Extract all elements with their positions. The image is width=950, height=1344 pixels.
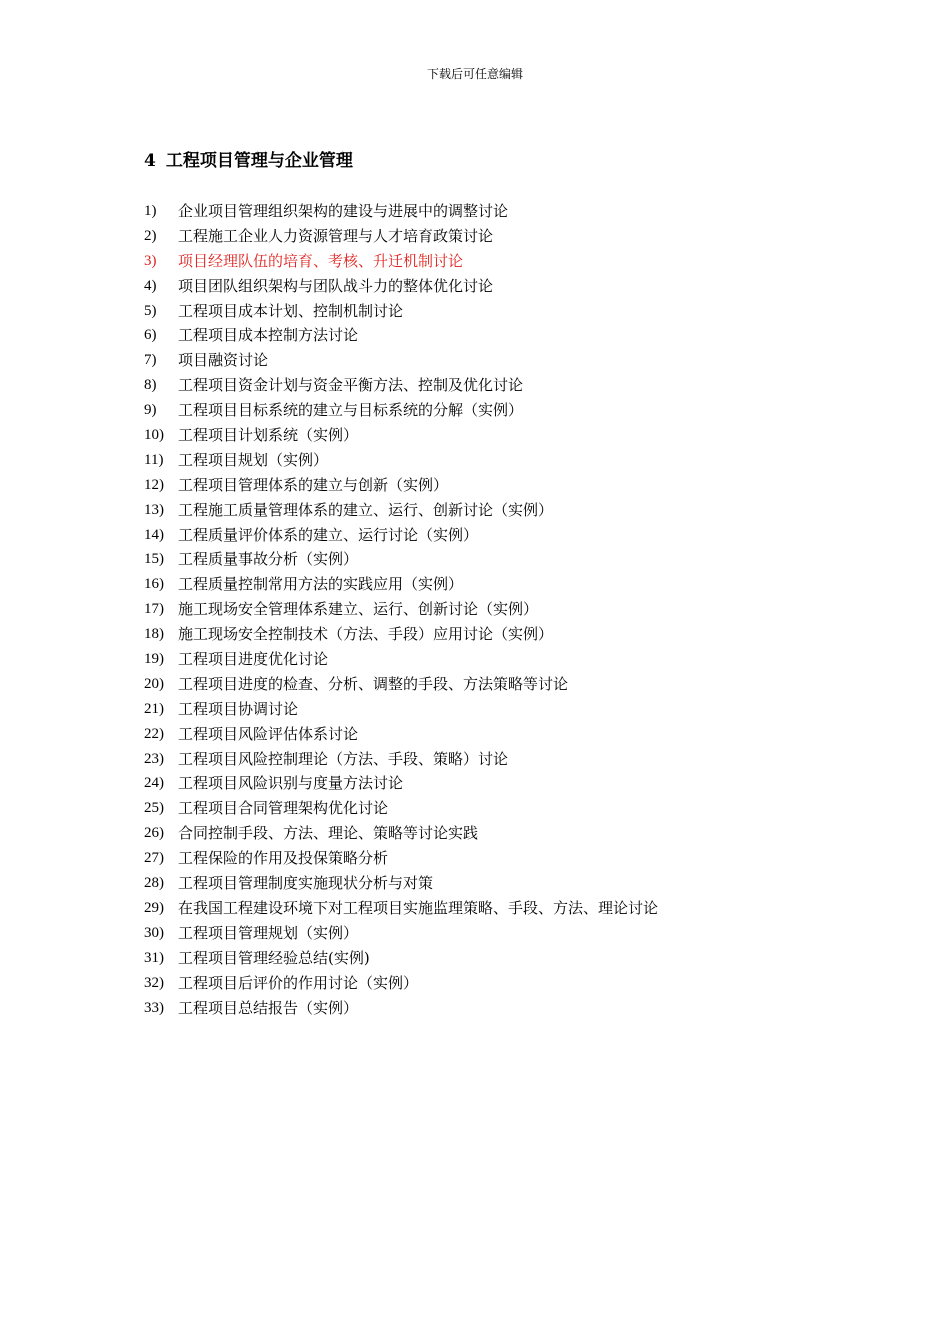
list-item-text: 工程施工企业人力资源管理与人才培育政策讨论	[178, 226, 494, 245]
list-item-text: 项目经理队伍的培育、考核、升迁机制讨论	[178, 251, 464, 270]
list-item	[144, 299, 658, 324]
list-item-text: 工程项目资金计划与资金平衡方法、控制及优化讨论	[178, 376, 524, 395]
list-item-index: 5)	[144, 302, 157, 319]
list-item	[144, 946, 658, 971]
list-item-text: 工程项目合同管理架构优化讨论	[178, 799, 389, 818]
list-item-text: 工程项目协调讨论	[178, 699, 299, 718]
list-item-text: 工程项目管理经验总结(实例)	[178, 948, 370, 967]
list-item-text: 施工现场安全控制技术（方法、手段）应用讨论（实例）	[178, 625, 554, 644]
list-item-text: 工程项目风险识别与度量方法讨论	[178, 774, 404, 793]
list-item-index: 31)	[144, 949, 164, 966]
list-item-index: 14)	[144, 526, 164, 543]
topic-list	[144, 199, 658, 1020]
list-item-index: 32)	[144, 974, 164, 991]
list-item-index: 9)	[144, 402, 157, 419]
list-item-text: 项目团队组织架构与团队战斗力的整体优化讨论	[178, 276, 494, 295]
list-item-index: 30)	[144, 924, 164, 941]
header-note: 下载后可任意编辑	[426, 67, 523, 81]
list-item-index: 1)	[144, 203, 157, 219]
list-item-index: 21)	[144, 700, 164, 717]
list-item-text: 工程项目成本计划、控制机制讨论	[178, 301, 404, 320]
list-item-text: 工程质量评价体系的建立、运行讨论（实例）	[178, 525, 479, 544]
list-item	[144, 473, 658, 498]
list-item	[144, 597, 658, 622]
list-item	[144, 622, 658, 647]
list-item-index: 7)	[144, 352, 157, 369]
list-item-index: 20)	[144, 675, 164, 692]
list-item	[144, 771, 658, 796]
list-item	[144, 523, 658, 548]
list-item	[144, 896, 658, 921]
list-item	[144, 672, 658, 697]
list-item-text: 工程项目风险评估体系讨论	[178, 724, 359, 743]
list-item-index: 15)	[144, 551, 164, 568]
list-item-index: 10)	[144, 427, 164, 444]
list-item-index: 18)	[144, 626, 164, 643]
list-item	[144, 274, 658, 299]
list-item-text: 工程项目管理规划（实例）	[178, 923, 359, 942]
list-item	[144, 647, 658, 672]
list-item	[144, 423, 658, 448]
list-item-index: 13)	[144, 501, 164, 518]
list-item-text: 工程项目风险控制理论（方法、手段、策略）讨论	[178, 749, 509, 768]
list-item-index: 3)	[144, 252, 157, 269]
list-item-index: 29)	[144, 899, 164, 916]
list-item-text: 工程项目后评价的作用讨论（实例）	[178, 973, 419, 992]
list-item	[144, 398, 658, 423]
list-item-index: 16)	[144, 576, 164, 593]
section-title-text: 工程项目管理与企业管理	[165, 151, 353, 171]
list-item-text: 工程保险的作用及投保策略分析	[178, 849, 389, 868]
list-item-text: 工程项目管理体系的建立与创新（实例）	[178, 475, 449, 494]
list-item	[144, 871, 658, 896]
list-item-text: 工程项目进度优化讨论	[178, 650, 329, 669]
list-item	[144, 498, 658, 523]
list-item-text: 企业项目管理组织架构的建设与进展中的调整讨论	[178, 202, 509, 220]
list-item-index: 27)	[144, 850, 164, 867]
list-item	[144, 547, 658, 572]
list-item-text: 工程项目计划系统（实例）	[178, 426, 359, 445]
list-item-index: 17)	[144, 601, 164, 618]
list-item-text: 工程项目管理制度实施现状分析与对策	[178, 874, 434, 893]
list-item-text: 在我国工程建设环境下对工程项目实施监理策略、手段、方法、理论讨论	[178, 898, 659, 917]
list-item-text: 施工现场安全管理体系建立、运行、创新讨论（实例）	[178, 600, 539, 619]
list-item-index: 28)	[144, 875, 164, 892]
list-item	[144, 697, 658, 722]
list-item-index: 12)	[144, 476, 164, 493]
list-item-text: 工程质量事故分析（实例）	[178, 550, 359, 569]
list-item-index: 33)	[144, 999, 164, 1016]
list-item-index: 19)	[144, 651, 164, 668]
list-item-index: 2)	[144, 227, 157, 244]
list-item	[144, 971, 658, 996]
list-item	[144, 249, 658, 274]
list-item-text: 项目融资讨论	[178, 351, 269, 370]
list-item-index: 22)	[144, 725, 164, 742]
list-item	[144, 224, 658, 249]
list-item-text: 合同控制手段、方法、理论、策略等讨论实践	[178, 824, 479, 843]
list-item	[144, 846, 658, 871]
section-number: 4	[144, 151, 156, 171]
list-item-text: 工程项目成本控制方法讨论	[178, 326, 359, 345]
list-item-index: 25)	[144, 800, 164, 817]
list-item-text: 工程项目目标系统的建立与目标系统的分解（实例）	[178, 401, 524, 420]
list-item-index: 23)	[144, 750, 164, 767]
list-item	[144, 199, 658, 224]
list-item-index: 6)	[144, 327, 157, 344]
list-item	[144, 996, 658, 1021]
list-item-index: 26)	[144, 825, 164, 842]
list-item	[144, 796, 658, 821]
list-item-text: 工程项目总结报告（实例）	[178, 998, 359, 1017]
list-item-index: 8)	[144, 377, 157, 394]
list-item-text: 工程项目规划（实例）	[178, 450, 329, 469]
list-item	[144, 348, 658, 373]
list-item	[144, 323, 658, 348]
list-item-text: 工程施工质量管理体系的建立、运行、创新讨论（实例）	[178, 500, 554, 519]
list-item	[144, 448, 658, 473]
list-item-index: 4)	[144, 277, 157, 294]
list-item-text: 工程质量控制常用方法的实践应用（实例）	[178, 575, 464, 594]
list-item-text: 工程项目进度的检查、分析、调整的手段、方法策略等讨论	[178, 674, 569, 693]
list-item	[144, 722, 658, 747]
list-item	[144, 821, 658, 846]
section-title	[144, 150, 353, 172]
list-item-index: 11)	[144, 451, 164, 468]
list-item-index: 24)	[144, 775, 164, 792]
list-item	[144, 747, 658, 772]
list-item	[144, 572, 658, 597]
list-item	[144, 373, 658, 398]
list-item	[144, 921, 658, 946]
